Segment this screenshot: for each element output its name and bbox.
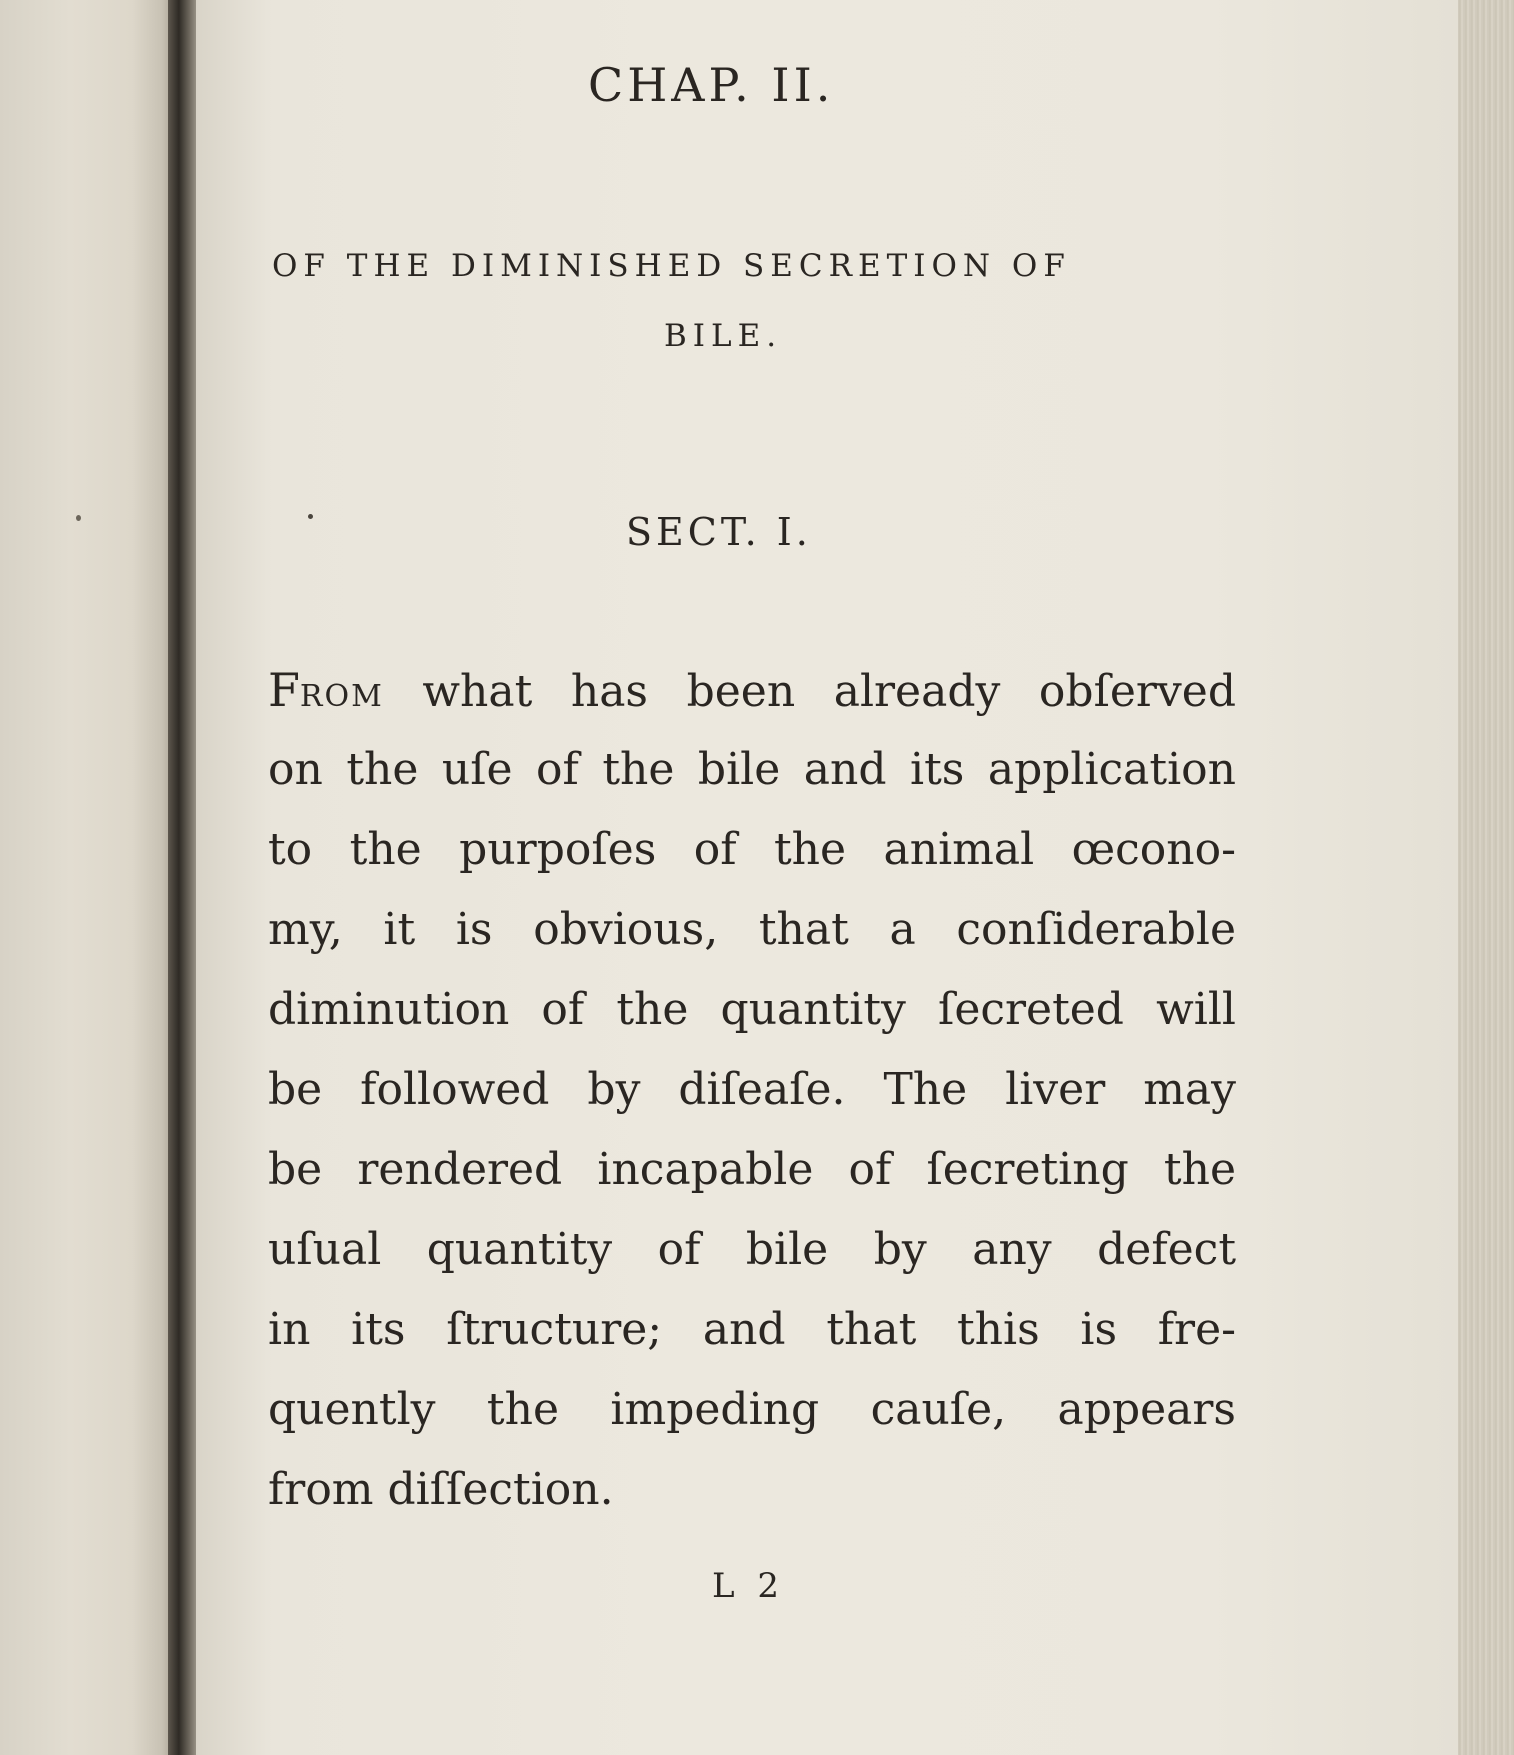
drop-cap: F xyxy=(268,663,300,717)
body-line-9: in its ſtructure; and that this is fre- xyxy=(268,1304,1236,1355)
body-line-3: to the purpoſes of the animal œcono- xyxy=(268,824,1236,875)
body-line-2: on the uſe of the bile and its application xyxy=(268,744,1236,795)
signature-mark: L 2 xyxy=(712,1566,786,1606)
chapter-title: CHAP. II. xyxy=(588,58,835,112)
body-line-10: quently the impeding cauſe, appears xyxy=(268,1384,1236,1435)
body-line-11: from diſſection. xyxy=(268,1464,614,1515)
body-line-4: my, it is obvious, that a conſiderable xyxy=(268,904,1236,955)
body-line-1-text: what has been already obſerved xyxy=(383,666,1236,717)
body-line-8: uſual quantity of bile by any defect xyxy=(268,1224,1236,1275)
body-line-7: be rendered incapable of ſecreting the xyxy=(268,1144,1236,1195)
small-caps-word: ROM xyxy=(299,679,384,714)
facing-page-left xyxy=(0,0,176,1755)
body-line-5: diminution of the quantity ſecreted will xyxy=(268,984,1236,1035)
body-line-6: be followed by diſeaſe. The liver may xyxy=(268,1064,1236,1115)
section-title: SECT. I. xyxy=(626,510,812,554)
page-edges xyxy=(1458,0,1514,1755)
paper-speck xyxy=(76,515,81,521)
body-line-1 xyxy=(268,650,1236,730)
body-paragraph xyxy=(268,650,1236,1530)
ink-dot xyxy=(308,514,313,519)
chapter-heading-line-2: BILE. xyxy=(664,318,783,354)
chapter-heading-line-1: OF THE DIMINISHED SECRETION OF xyxy=(272,248,1071,284)
